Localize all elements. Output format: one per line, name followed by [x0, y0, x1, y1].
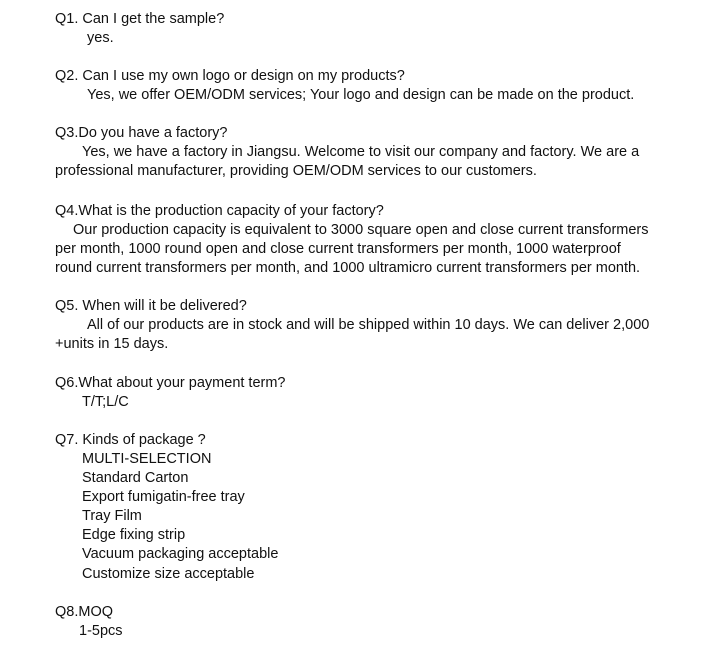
- faq-answer-1-line-1: yes.: [87, 30, 114, 46]
- package-option: MULTI-SELECTION: [82, 451, 212, 467]
- package-option: Customize size acceptable: [82, 566, 255, 582]
- package-option: Edge fixing strip: [82, 527, 186, 543]
- faq-question-4: Q4.What is the production capacity of your factory?: [55, 203, 384, 219]
- package-option: Export fumigatin-free tray: [82, 489, 245, 505]
- faq-answer-6-line-1: T/T;L/C: [82, 394, 129, 410]
- faq-answer-5-line-2: +units in 15 days.: [55, 336, 169, 352]
- faq-question-6: Q6.What about your payment term?: [55, 375, 286, 391]
- faq-answer-3-line-2: professional manufacturer, providing OEM/ODM services to our customers.: [55, 163, 537, 179]
- faq-question-8: Q8.MOQ: [55, 604, 114, 620]
- faq-answer-2-line-1: Yes, we offer OEM/ODM services; Your logo and design can be made on the product.: [87, 87, 635, 103]
- faq-answer-5-line-1: All of our products are in stock and will be shipped within 10 days. We can deliver 2,000: [87, 317, 650, 333]
- faq-question-1: Q1. Can I get the sample?: [55, 11, 225, 27]
- faq-question-7: Q7. Kinds of package ?: [55, 432, 206, 448]
- faq-answer-4-line-1: Our production capacity is equivalent to 3000 square open and close current transformers: [73, 222, 649, 238]
- faq-question-5: Q5. When will it be delivered?: [55, 298, 247, 314]
- faq-answer-8-line-1: 1-5pcs: [79, 623, 123, 639]
- faq-question-3: Q3.Do you have a factory?: [55, 125, 228, 141]
- package-option: Standard Carton: [82, 470, 189, 486]
- package-option: Tray Film: [82, 508, 142, 524]
- faq-answer-3-line-1: Yes, we have a factory in Jiangsu. Welcome to visit our company and factory. We are a: [82, 144, 640, 160]
- package-option: Vacuum packaging acceptable: [82, 546, 279, 562]
- faq-answer-4-line-3: round current transformers per month, and 1000 ultramicro current transformers per month.: [55, 260, 641, 276]
- faq-answer-4-line-2: per month, 1000 round open and close current transformers per month, 1000 waterproof: [55, 241, 621, 257]
- faq-question-2: Q2. Can I use my own logo or design on my products?: [55, 68, 405, 84]
